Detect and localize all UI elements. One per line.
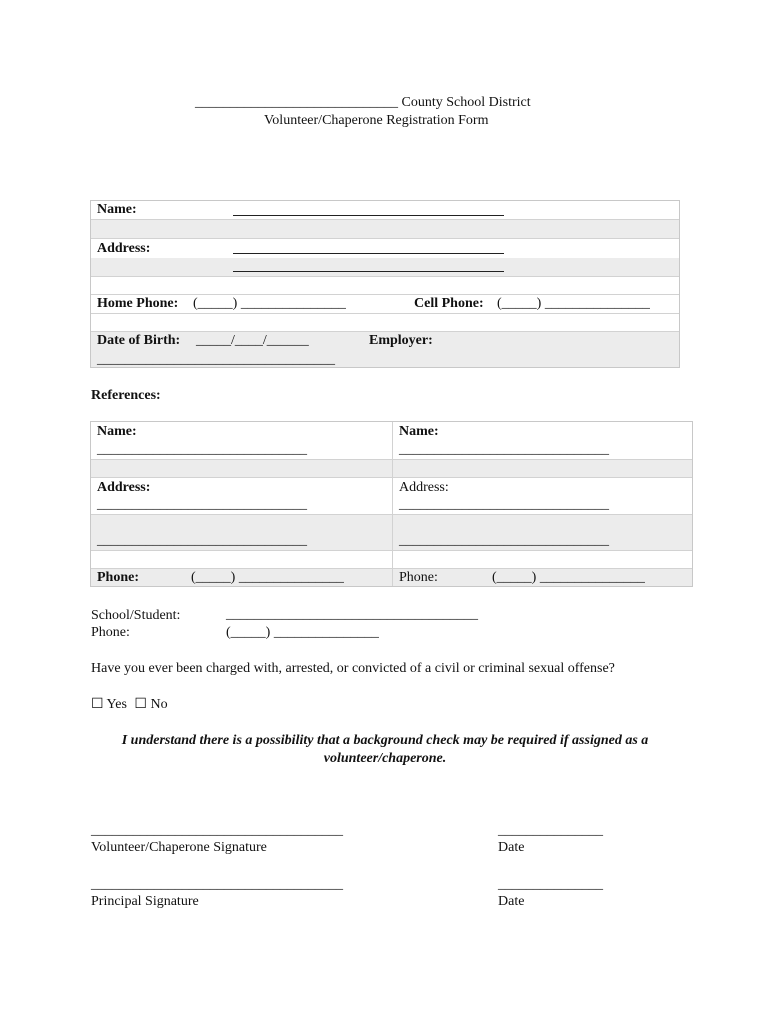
- home-phone-field[interactable]: (_____) _______________: [193, 296, 346, 311]
- row-divider: [91, 276, 679, 277]
- cell-phone-label: Cell Phone:: [414, 296, 484, 311]
- row-divider: [91, 313, 679, 314]
- volunteer-signature-label: Volunteer/Chaperone Signature: [91, 840, 267, 855]
- principal-signature-field[interactable]: ____________________________________: [91, 877, 343, 892]
- references-title: References:: [91, 388, 161, 403]
- ref1-address-label: Address:: [97, 480, 151, 495]
- yes-checkbox[interactable]: ☐ Yes: [91, 697, 127, 712]
- school-student-label: School/Student:: [91, 608, 181, 623]
- district-name-blank[interactable]: _____________________________: [195, 95, 398, 110]
- ref2-address-field-line1[interactable]: ______________________________: [399, 497, 609, 512]
- no-checkbox[interactable]: ☐ No: [134, 697, 168, 712]
- address-field-line2[interactable]: [233, 271, 504, 272]
- district-title-text: County School District: [401, 95, 531, 110]
- ref2-address-field-line2[interactable]: ______________________________: [399, 533, 609, 548]
- row-divider: [91, 459, 692, 460]
- form-title: Volunteer/Chaperone Registration Form: [264, 113, 489, 128]
- ref1-phone-label: Phone:: [97, 570, 139, 585]
- column-divider: [392, 422, 393, 586]
- ref1-address-field-line1[interactable]: ______________________________: [97, 497, 307, 512]
- row-divider: [91, 219, 679, 220]
- school-student-field[interactable]: ____________________________________: [226, 607, 478, 622]
- school-phone-label: Phone:: [91, 625, 130, 640]
- row-divider: [91, 568, 692, 569]
- volunteer-date-label: Date: [498, 840, 525, 855]
- background-check-notice: I understand there is a possibility that a background check may be required if assigned as a volunteer/chaperone.: [121, 733, 649, 766]
- name-label: Name:: [97, 202, 137, 217]
- ref1-name-field[interactable]: ______________________________: [97, 442, 307, 457]
- home-phone-label: Home Phone:: [97, 296, 179, 311]
- name-field[interactable]: [233, 215, 504, 216]
- employer-label: Employer:: [369, 333, 433, 348]
- ref2-address-label: Address:: [399, 480, 449, 495]
- ref2-name-label: Name:: [399, 424, 439, 439]
- row-divider: [91, 331, 679, 332]
- row-divider: [91, 550, 692, 551]
- ref1-phone-field[interactable]: (_____) _______________: [191, 570, 344, 585]
- district-title: [195, 95, 531, 111]
- cell-phone-field[interactable]: (_____) _______________: [497, 296, 650, 311]
- volunteer-signature-field[interactable]: ____________________________________: [91, 823, 343, 838]
- address-field-line1[interactable]: [233, 253, 504, 254]
- principal-signature-label: Principal Signature: [91, 894, 199, 909]
- address-label: Address:: [97, 241, 151, 256]
- dob-label: Date of Birth:: [97, 333, 181, 348]
- offense-question: Have you ever been charged with, arrested, or convicted of a civil or criminal sexual offense?: [91, 661, 615, 676]
- offense-answer-options: [91, 697, 168, 713]
- dob-field[interactable]: _____/____/______: [196, 333, 309, 348]
- ref1-address-field-line2[interactable]: ______________________________: [97, 533, 307, 548]
- dob-extra-line[interactable]: __________________________________: [97, 352, 335, 367]
- ref2-phone-field[interactable]: (_____) _______________: [492, 570, 645, 585]
- principal-date-label: Date: [498, 894, 525, 909]
- row-divider: [91, 514, 692, 515]
- ref1-name-label: Name:: [97, 424, 137, 439]
- row-divider: [91, 477, 692, 478]
- ref2-name-field[interactable]: ______________________________: [399, 442, 609, 457]
- principal-date-field[interactable]: _______________: [498, 877, 603, 892]
- row-divider: [91, 294, 679, 295]
- ref2-phone-label: Phone:: [399, 570, 438, 585]
- volunteer-date-field[interactable]: _______________: [498, 823, 603, 838]
- school-phone-field[interactable]: (_____) _______________: [226, 625, 379, 640]
- row-divider: [91, 238, 679, 239]
